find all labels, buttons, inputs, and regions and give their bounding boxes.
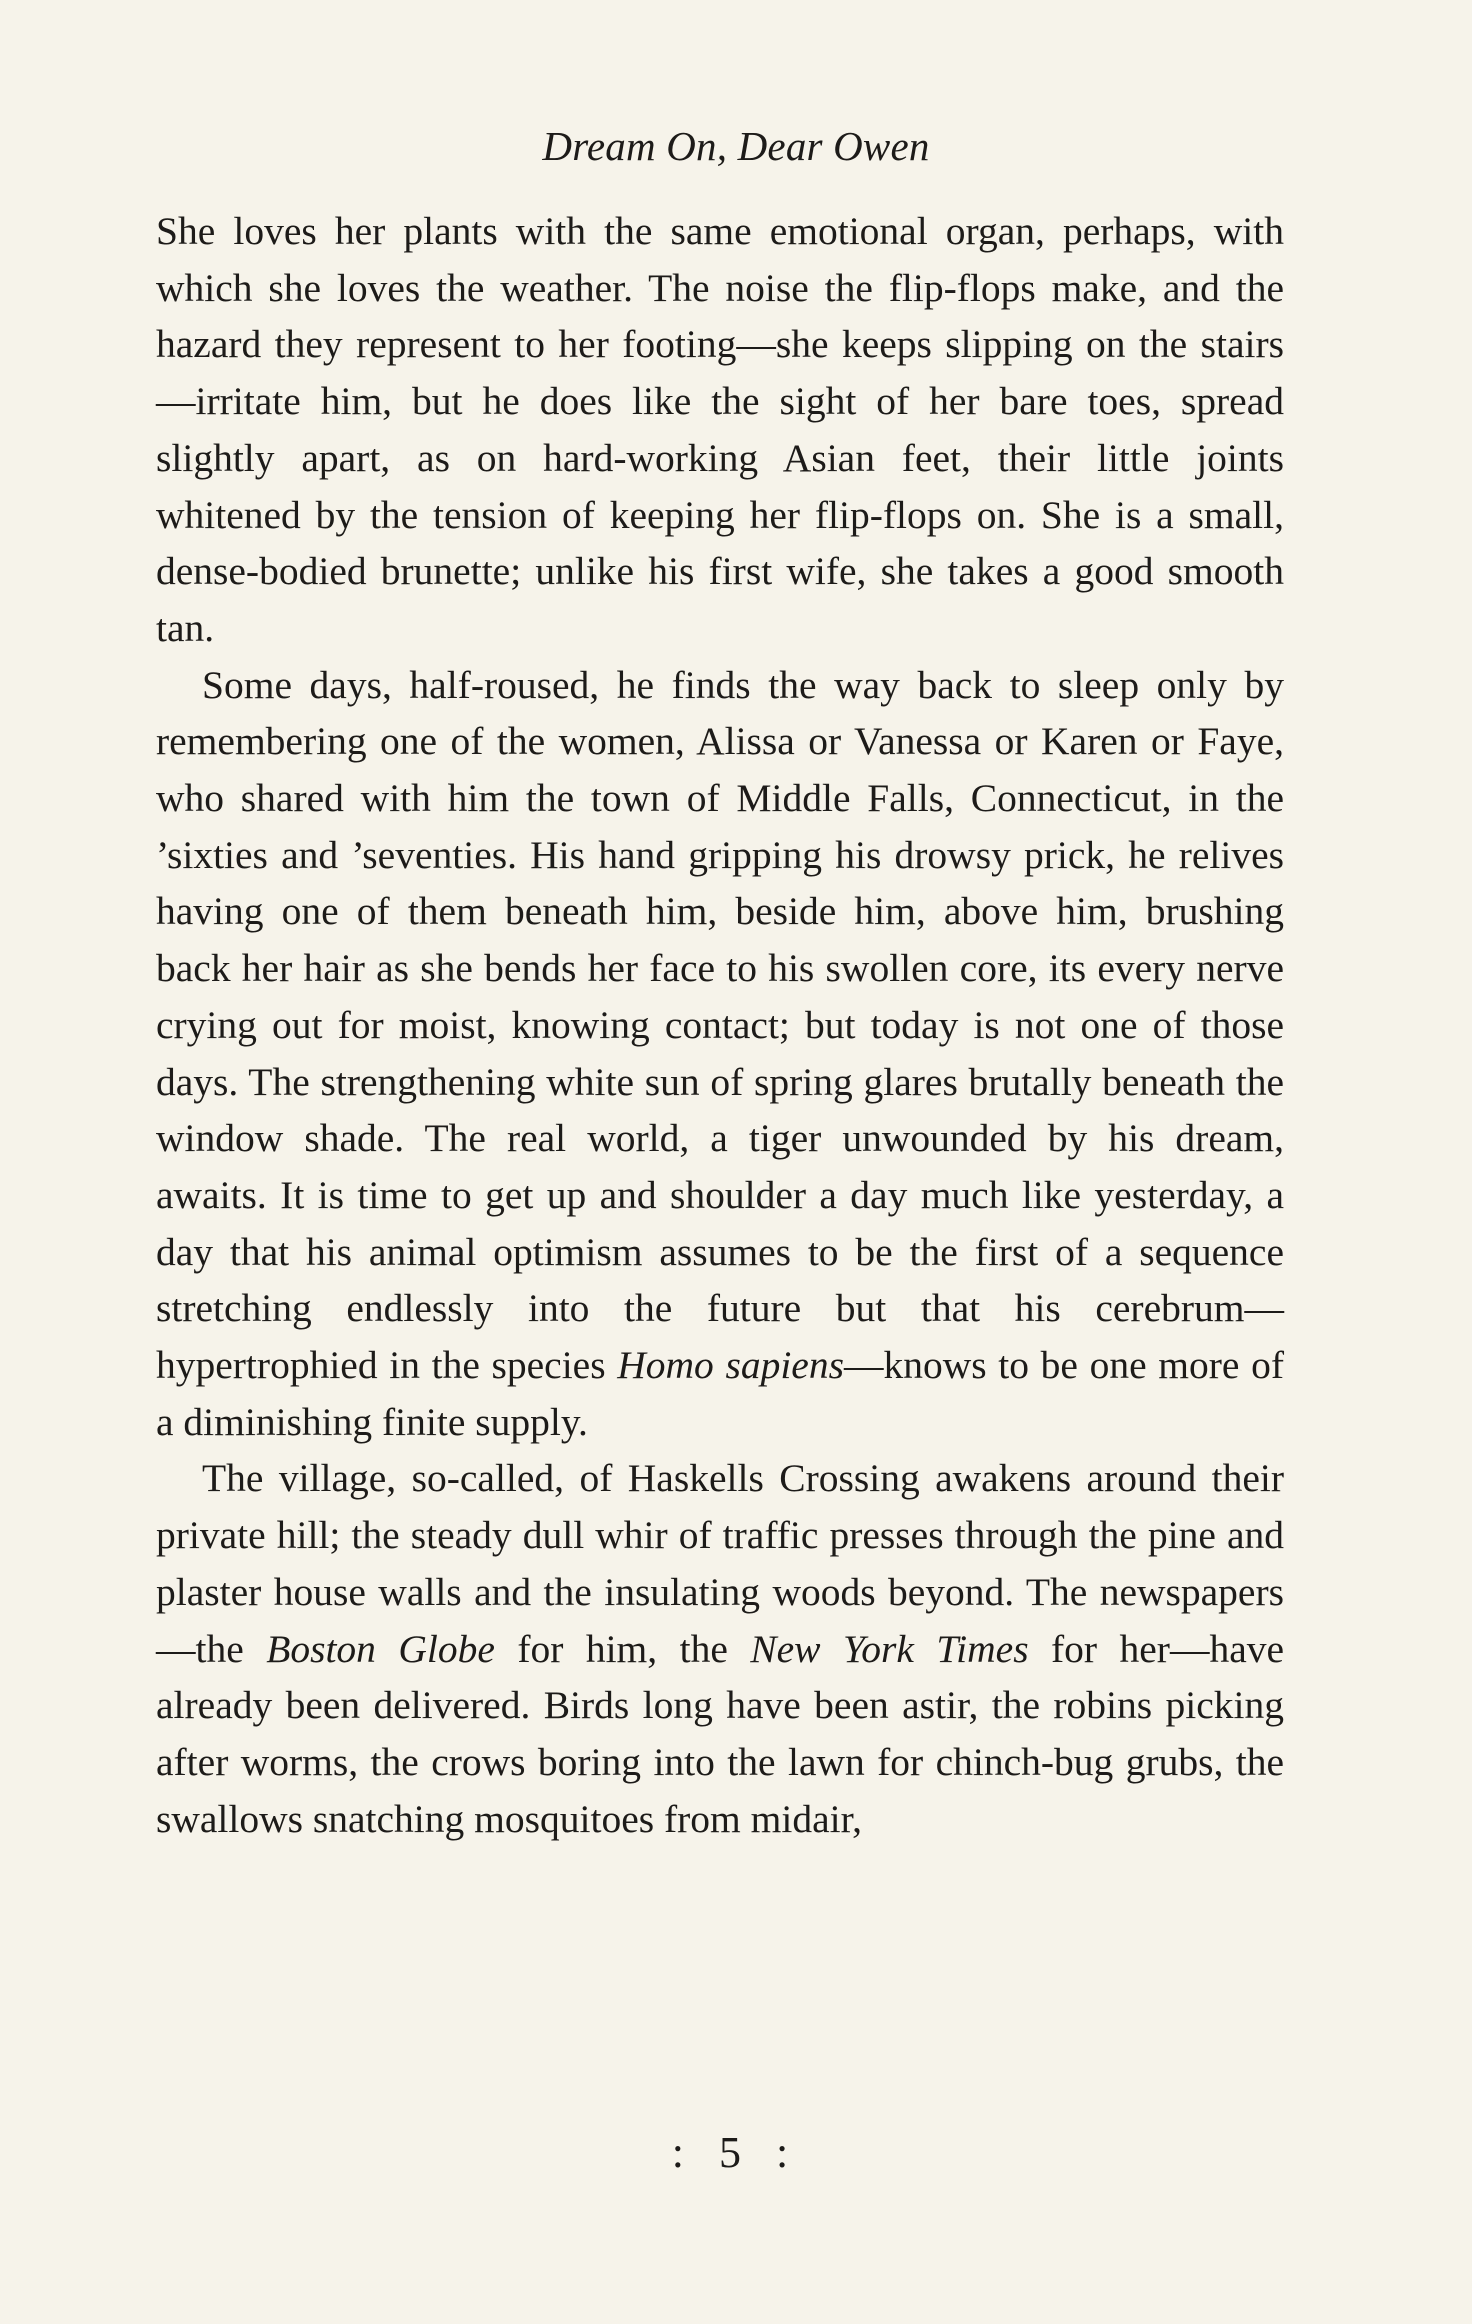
paragraph-3 bbox=[156, 1450, 1284, 1847]
text-segment: for him, the bbox=[494, 1626, 751, 1671]
page-number: : 5 : bbox=[671, 2128, 801, 2177]
text-segment: Some days, half-roused, he finds the way back to sleep only by remembering one of the women, Alissa or Vanessa or Karen or Faye, who shared with him the town of Middle Falls, Connecticut, in the ’sixties and ’seventies. His hand gripping his drowsy prick, he relives having one of them beneath him, beside him, above him, brushing back her hair as she bends her face to his swollen core, its every nerve crying out for moist, knowing contact; but today is not one of those days. The strengthening white sun of spring glares brutally beneath the window shade. The real world, a tiger unwounded by his dream, awaits. It is time to get up and shoulder a day much like yesterday, a day that his animal optimism assumes to be the first of a sequence stretching endlessly into the future but that his cerebrum—hypertrophied in the species bbox=[156, 662, 1284, 1388]
italic-title-boston-globe: Boston Globe bbox=[266, 1626, 495, 1671]
italic-phrase-homo-sapiens: Homo sapiens bbox=[617, 1343, 844, 1388]
text-segment: for her—have already been delivered. Birds long have been astir, the robins picking after worms, the crows boring into the lawn for chinch-bug grubs, the swallows snatching mosquitoes from midair, bbox=[156, 1626, 1285, 1841]
running-head: Dream On, Dear Owen bbox=[542, 123, 930, 169]
paragraph-2 bbox=[156, 657, 1284, 1451]
body-text bbox=[156, 203, 1284, 1847]
text-segment: The village, so-called, of Haskells Crossing awakens around their private hill; the steady dull whir of traffic presses through the pine and plaster house walls and the insulating woods beyond. The newspapers—the bbox=[156, 1456, 1284, 1671]
paragraph-1 bbox=[156, 203, 1284, 657]
text-segment: She loves her plants with the same emotional organ, perhaps, with which she loves the weather. The noise the flip-flops make, and the hazard they represent to her footing—she keeps slipping on the stairs—irritate him, but he does like the sight of her bare toes, spread slightly apart, as on hard-working Asian feet, their little joints whitened by the tension of keeping her flip-flops on. She is a small, dense-bodied brunette; unlike his first wife, she takes a good smooth tan. bbox=[156, 209, 1284, 650]
text-segment: —knows to be one more of a diminishing finite supply. bbox=[156, 1343, 1284, 1444]
italic-title-new-york-times: New York Times bbox=[750, 1626, 1029, 1671]
